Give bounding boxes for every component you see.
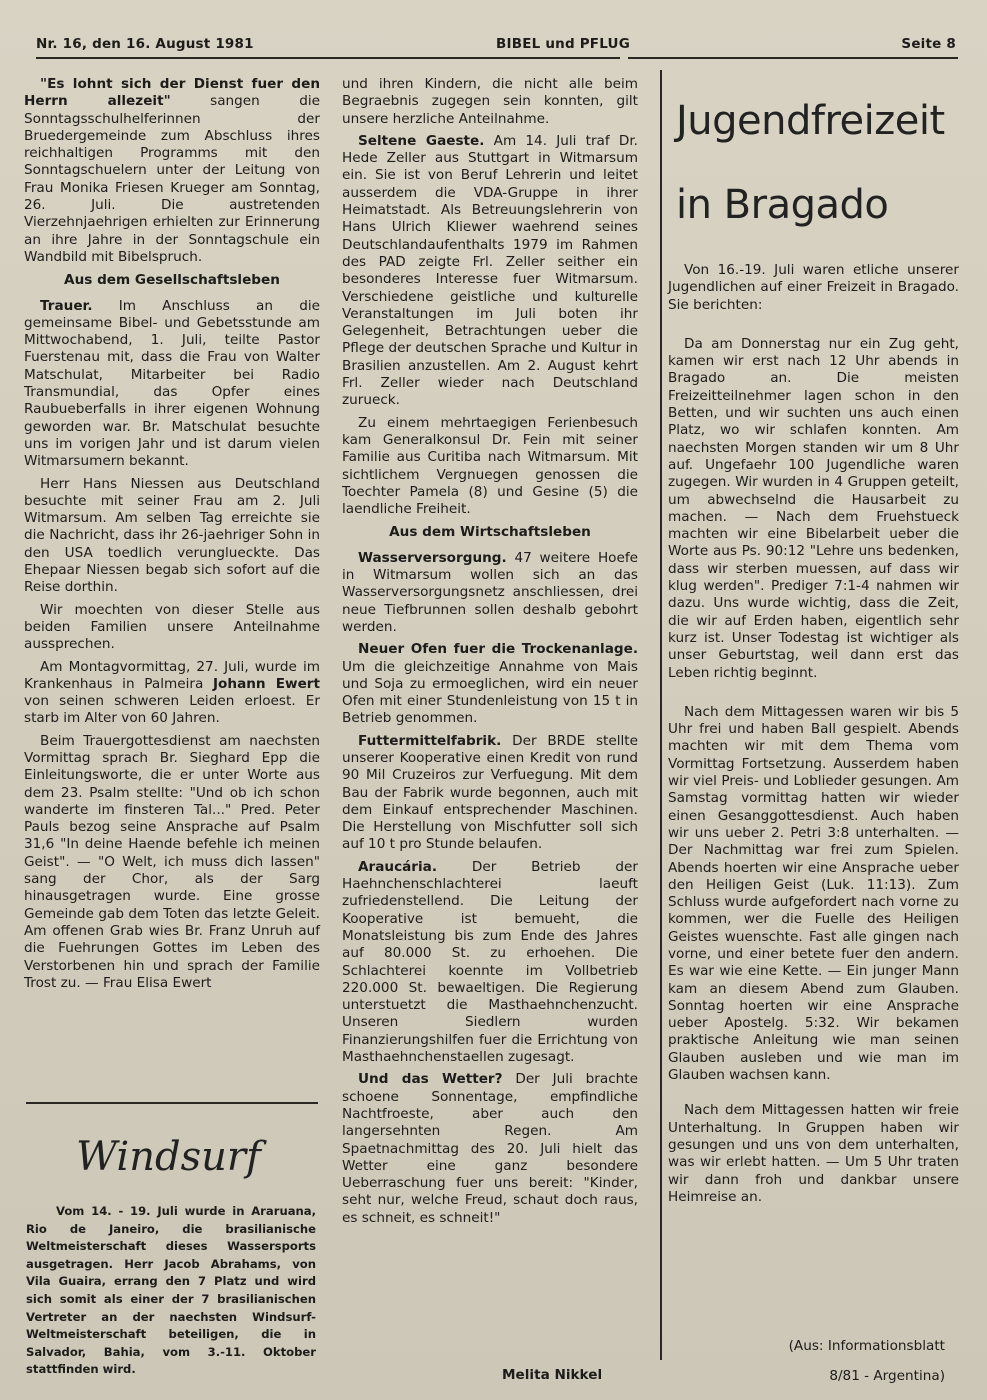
condolence-text: Wir moechten von dieser Stelle aus beiden Familien unsere Anteilnahme aussprechen. [24, 601, 320, 653]
column-2 [342, 76, 638, 1232]
weather-article: Und das Wetter? Der Juli brachte schoene Sonnentage, empfindliche Nachtfroeste, aber auch den langersehnten Regen. Am Spaetnachmittag des 20. Juli hielt das Wetter eine ganz besondere Ueberraschung fuer uns bereit: "Kinder, seht nur, welche Freud, schaut doch raus, es schneit, es schneit!" [342, 1071, 638, 1226]
sunday-school-article: "Es lohnt sich der Dienst fuer den Herrn allezeit" sangen die Sonntagsschulhelferinnen der Bruedergemeinde zum Abschluss ihres reichhaltigen Programms mit den Sonntagschuelern unter der Leitung von Frau Monika Friesen Krueger am Sonntag, 26. Juli. Die austretenden Vierzehnjaehrigen erhielten zur Erinnerung an ihre Jahre in der Sonntagschule ein Wandbild mit Bibelspruch. [24, 76, 321, 265]
youth-camp-intro: Von 16.-19. Juli waren etliche unserer Jugendlichen auf einer Freizeit in Bragado. Sie berichten: [668, 262, 959, 313]
ewert-article: Am Montagvormittag, 27. Juli, wurde im Krankenhaus in Palmeira Johann Ewert von seinen schweren Leiden erloest. Er starb im Alter von 60 Jahren. [24, 658, 320, 727]
source-line-2: 8/81 - Argentina) [829, 1368, 945, 1384]
oven-article: Neuer Ofen fuer die Trockenanlage. Um die gleichzeitige Annahme von Mais und Soja zu ermoeglichen, wird ein neuer Ofen mit einer Stundenleistung von 15 t in Betrieb genommen. [342, 641, 638, 727]
column-3 [668, 262, 959, 1211]
funeral-article: Beim Trauergottesdienst am naechsten Vormittag sprach Br. Sieghard Epp die Einleitungsworte, die er unter Worte aus dem 23. Psalm stellte: "Und ob ich schon wanderte im finsteren Tal..." Pred. Peter Pauls bezog seine Ansprache auf Psalm 31,6 "In deine Haende befehle ich meinen Geist". — "O Welt, ich muss dich lassen" sang der Chor, als der Sarg hinausgetragen wurde. Eine grosse Gemeinde gab dem Toten das letzte Geleit. Am offenen Grab wies Br. Franz Unruh auf die Fuehrungen Gottes im Leben des Verstorbenen hin und sprach der Familie Trost zu. — Frau Elisa Ewert [24, 732, 320, 991]
section-heading-society: Aus dem Gesellschaftsleben [64, 272, 280, 289]
rare-guests-article: Seltene Gaeste. Am 14. Juli traf Dr. Hede Zeller aus Stuttgart in Witmarsum ein. Sie ist von Beruf Lehrerin und leitet ausserdem die VDA-Gruppe in ihrer Heimatstadt. Als Betreuungslehrerin von Hans Ulrich Kliewer waehrend seines Deutschlandaufenthalts 1979 im Rahmen des PAD zeigte Frl. Zeller seither ein besonderes Interesse fuer Witmarsum. Verschiedene geistliche und kulturelle Veranstaltungen im Juli boten ihr Gelegenheit, Betrachtungen ueber die Pflege der deutschen Sprache und Kultur in Brasilien anzustellen. Am 2. August kehrt Frl. Zeller wieder nach Deutschland zurueck. [342, 132, 638, 409]
youth-camp-report-3: Nach dem Mittagessen hatten wir freie Unterhaltung. In Gruppen haben wir gesungen und uns von dem unterhalten, was wir erlebt hatten. — Um 5 Uhr traten wir dann froh und dankbar unsere Heimreise an. [668, 1102, 959, 1205]
article-lead: "Es lohnt sich der Dienst fuer den Herrn allezeit" [24, 76, 320, 110]
header-rule-right [628, 57, 958, 59]
feed-factory-article: Futtermittelfabrik. Der BRDE stellte unserer Kooperative einen Kredit von rund 90 Mil Cruzeiros zur Verfuegung. Mit dem Bau der Fabrik wurde begonnen, auch mit dem Einkauf entsprechender Maschinen. Die Herstellung von Mischfutter soll sich auf 10 t pro Stunde belaufen. [342, 732, 638, 853]
issue-date: Nr. 16, den 16. August 1981 [36, 36, 254, 52]
author-signature: Melita Nikkel [502, 1367, 603, 1383]
water-supply-article: Wasserversorgung. 47 weitere Hoefe in Witmarsum wollen sich an das Wasserversorgungsnetz anschliessen, drei neue Tiefbrunnen sollen deshalb gebohrt werden. [342, 549, 638, 635]
youth-camp-report-2: Nach dem Mittagessen waren wir bis 5 Uhr frei und haben Ball gespielt. Abends machten wir mit dem Thema vom Vormittag Fortsetzung. Ausserdem haben wir viel Preis- und Loblieder gesungen. Am Samstag vormittag hatten wir wieder einen Gesanggottesdienst. Auch haben wir uns ueber 2. Petri 3:8 unterhalten. — Der Nachmittag war frei zum Spielen. Abends hoerten wir eine Ansprache ueber den Heiligen Geist (Luk. 11:13). Zum Schluss wurde aufgefordert nach vorne zu kommen, wer die Fuelle des Heiligen Geistes wuenschte. Fast alle gingen nach vorne, und einer betete fuer den andern. Es war wie eine Kette. — Ein junger Mann kam an diesem Abend zum Glauben. Sonntag hoerten wir eine Ansprache ueber Apostelg. 5:32. Wir bekamen praktische Anleitung wie man seinen Glauben ausleben und wie man im Glauben wachsen kann. [668, 703, 959, 1084]
source-line-1: (Aus: Informationsblatt [788, 1338, 945, 1354]
windsurf-title: Windsurf [76, 1134, 261, 1180]
header-rule-left [36, 57, 620, 59]
column-divider [660, 70, 662, 1360]
newspaper-name: BIBEL und PFLUG [496, 36, 630, 52]
mourning-article: Trauer. Im Anschluss an die gemeinsame Bibel- und Gebetsstunde am Mittwochabend, 1. Juli, teilte Pastor Fuerstenau mit, dass die Frau von Walter Matschulat, Mitarbeiter bei Radio Transmundial, das Opfer eines Raubueberfalls in ihrer eigenen Wohnung geworden war. Br. Matschulat besuchte uns im vorigen Jahr und ist darum vielen Witmarsumern bekannt. [24, 297, 320, 470]
youth-camp-title-line2: in Bragado [676, 182, 889, 228]
windsurf-rule [26, 1102, 318, 1104]
youth-camp-report-1: Da am Donnerstag nur ein Zug geht, kamen wir erst nach 12 Uhr abends in Bragado an. Die meisten Freizeitteilnehmer lagen schon in den Betten, und wir suchten uns auch einen Platz, wo wir schlafen konnten. Am naechsten Morgen standen wir um 8 Uhr auf. Ungefaehr 100 Jugendliche waren zugegen. Wir wurden in 4 Gruppen geteilt, um abwechselnd die Hausarbeit zu machen. — Nach dem Fruehstueck machten wir eine Bibelarbeit ueber die Worte aus Ps. 90:12 "Lehre uns bedenken, dass wir sterben muessen, auf dass wir klug werden". Prediger 7:1-4 nahmen wir dazu. Uns wurde wichtig, dass die Zeit, die wir auf Erden haben, eigentlich sehr kurz ist. Unser Todestag ist wichtiger als unser Geburtstag, weil dann erst das Leben richtig beginnt. [668, 335, 959, 681]
column-1 [24, 76, 320, 997]
windsurf-article: Vom 14. - 19. Juli wurde in Araruana, Rio de Janeiro, die brasilianische Weltmeisterschaft dieses Wassersports ausgetragen. Herr Jacob Abrahams, von Vila Guaira, errang den 7 Platz und wird sich somit als einer der 7 brasilianischen Vertreter an der naechsten Windsurf-Weltmeisterschaft beteiligen, die in Salvador, Bahia, vom 3.-11. Oktober stattfinden wird. [26, 1204, 316, 1377]
youth-camp-title-line1: Jugendfreizeit [676, 98, 945, 144]
consul-visit-article: Zu einem mehrtaegigen Ferienbesuch kam Generalkonsul Dr. Fein mit seiner Familie aus Curitiba nach Witmarsum. Mit sichtlichem Vergnuegen genossen die Toechter Pamela (8) und Gesine (5) die laendliche Freiheit. [342, 414, 638, 518]
section-heading-economy: Aus dem Wirtschaftsleben [389, 524, 591, 541]
condolence-continued: und ihren Kindern, die nicht alle beim Begraebnis zugegen sein konnten, gilt unsere herzliche Anteilnahme. [342, 76, 638, 127]
page-number: Seite 8 [901, 36, 956, 52]
araucaria-article: Araucária. Der Betrieb der Haehnchenschlachterei laeuft zufriedenstellend. Die Leitung der Kooperative ist bemueht, die Monatsleistung bis zum Ende des Jahres auf 80.000 St. zu erhoehen. Die Schlachterei koennte im Vollbetrieb 220.000 St. bewaeltigen. Die Regierung unterstuetzt die Masthaehnchenzucht. Unseren Siedlern wurden Finanzierungshilfen fuer die Errichtung von Masthaehnchenstaellen zugesagt. [342, 858, 638, 1066]
niessen-article: Herr Hans Niessen aus Deutschland besuchte mit seiner Frau am 2. Juli Witmarsum. Am selben Tag erreichte sie die Nachricht, dass ihr 26-jaehriger Sohn in den USA toedlich verunglueckte. Das Ehepaar Niessen begab sich sofort auf die Reise dorthin. [24, 475, 320, 596]
